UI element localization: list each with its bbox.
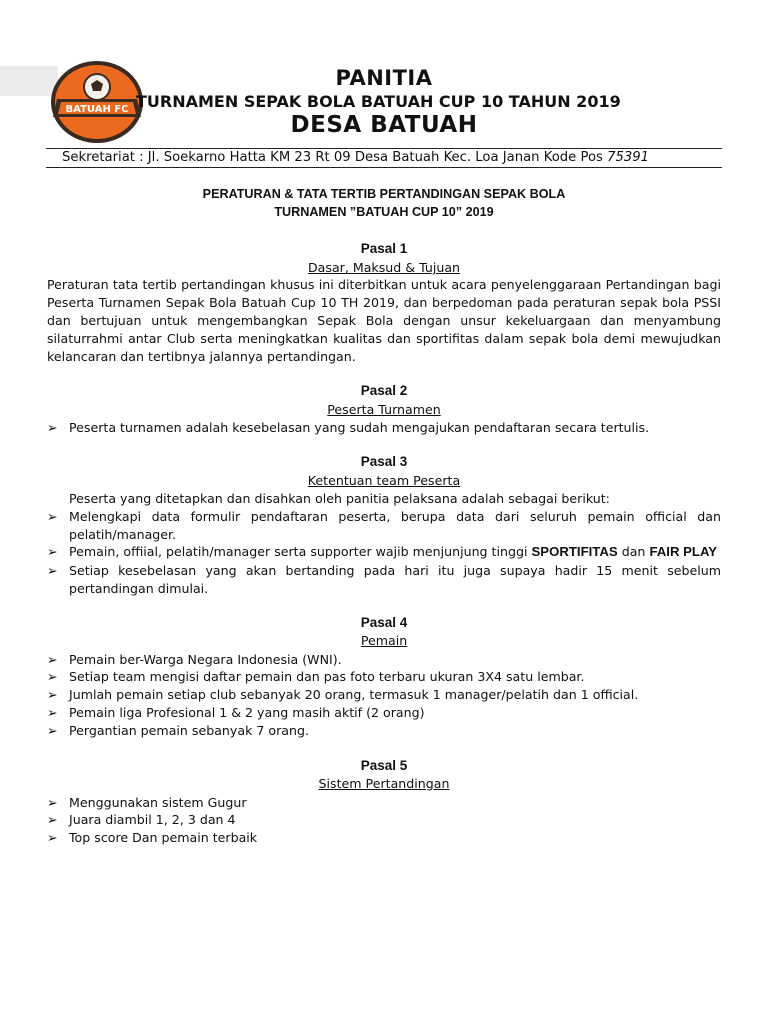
list-item: ➢ Pemain liga Profesional 1 & 2 yang masih aktif (2 orang) [47,705,425,720]
list-item: ➢ Top score Dan pemain terbaik [47,830,258,845]
list-item: ➢ Peserta turnamen adalah kesebelasan yang sudah mengajukan pendaftaran secara tertulis. [47,420,650,435]
list-item: ➢ Melengkapi data formulir pendaftaran peserta, berupa data dari seluruh pemain official dan pelatih/manager. [47,509,721,542]
list-item: ➢ Setiap team mengisi daftar pemain dan pas foto terbaru ukuran 3X4 satu lembar. [47,669,585,684]
secretariat-address [62,150,649,165]
arrow-bullet-icon: ➢ [47,563,58,578]
list-item: ➢ Jumlah pemain setiap club sebanyak 20 orang, termasuk 1 manager/pelatih dan 1 official. [47,687,639,702]
pasal-3-item2-text: Pemain, offiial, pelatih/manager serta supporter wajib menjunjung tinggi [69,544,528,559]
logo-text: BATUAH FC [65,104,129,115]
header-village: DESA BATUAH [290,112,478,138]
arrow-bullet-icon: ➢ [47,509,58,524]
header-panitia: PANITIA [335,66,433,90]
arrow-bullet-icon: ➢ [47,652,58,667]
arrow-bullet-icon: ➢ [47,723,58,738]
arrow-bullet-icon: ➢ [47,420,58,435]
pasal-4-heading: Pasal 4 [360,615,408,630]
postal-code: 75391 [607,150,650,165]
document-title-1: PERATURAN & TATA TERTIB PERTANDINGAN SEPAK BOLA [202,187,566,201]
pasal-5-heading: Pasal 5 [360,758,408,773]
fair-play-emphasis: FAIR PLAY [649,544,718,559]
pasal-2-heading: Pasal 2 [360,383,408,398]
arrow-bullet-icon: ➢ [47,687,58,702]
pasal-3-subheading: Ketentuan team Peserta [307,473,461,488]
pasal-1-heading: Pasal 1 [360,241,408,256]
secretariat-text: Sekretariat : Jl. Soekarno Hatta KM 23 Rt 09 Desa Batuah Kec. Loa Janan Kode Pos [62,150,603,165]
pasal-1-subheading: Dasar, Maksud & Tujuan [307,260,461,275]
pasal-1-text: Peraturan tata tertib pertandingan khusus ini diterbitkan untuk acara penyelenggaraan Pertandingan bagi Peserta Turnamen Sepak Bola Batuah Cup 10 TH 2019, dan berpedoman pada peraturan sepak bola PSSI dan bertujuan untuk mengembangkan Sepak Bola dengan unsur kekeluargaan dan menyambung silaturrahmi antar Club serta meningkatkan kualitas dan sportifitas dalam sepak bola demi mewujudkan kelancaran dan tertibnya jalannya pertandingan. [47,277,721,364]
arrow-bullet-icon: ➢ [47,705,58,720]
list-item [47,543,721,561]
arrow-bullet-icon: ➢ [47,795,58,810]
pasal-2-subheading: Peserta Turnamen [327,402,441,417]
list-item: ➢ Juara diambil 1, 2, 3 dan 4 [47,812,236,827]
list-item: ➢ Pemain ber-Warga Negara Indonesia (WNI). [47,652,342,667]
pasal-3-item2-conjunction: dan [621,544,646,559]
pasal-4-subheading: Pemain [360,633,408,648]
arrow-bullet-icon: ➢ [47,669,58,684]
pasal-3-heading: Pasal 3 [360,454,408,469]
list-item: ➢ Setiap kesebelasan yang akan bertanding pada hari itu juga supaya hadir 15 menit sebelum pertandingan dimulai. [47,563,721,596]
sportifitas-emphasis: SPORTIFITAS [531,544,618,559]
document-title-2: TURNAMEN ”BATUAH CUP 10” 2019 [274,205,494,219]
pasal-3-intro: Peserta yang ditetapkan dan disahkan oleh panitia pelaksana adalah sebagai berikut: [69,491,610,506]
list-item: ➢ Pergantian pemain sebanyak 7 orang. [47,723,309,738]
arrow-bullet-icon: ➢ [47,812,58,827]
list-item: ➢ Menggunakan sistem Gugur [47,795,247,810]
header-rule-bottom [46,167,722,168]
arrow-bullet-icon: ➢ [47,544,58,559]
pasal-5-subheading: Sistem Pertandingan [318,776,450,791]
header-tournament: TURNAMEN SEPAK BOLA BATUAH CUP 10 TAHUN 2019 [136,92,621,111]
header-rule-top [46,148,722,149]
arrow-bullet-icon: ➢ [47,830,58,845]
